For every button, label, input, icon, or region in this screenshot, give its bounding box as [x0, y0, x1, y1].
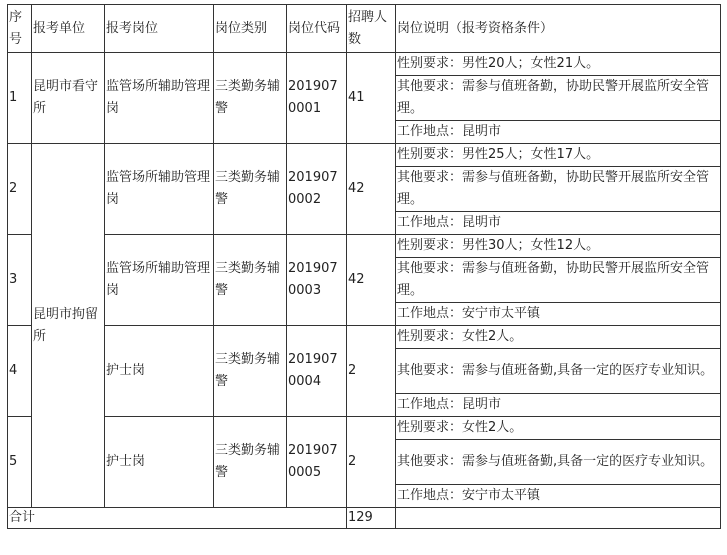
row-location: 工作地点：安宁市太平镇 [396, 485, 721, 508]
row-location: 工作地点：昆明市 [396, 121, 721, 144]
row-other: 其他要求：需参与值班备勤，协助民警开展监所安全管理。 [396, 76, 721, 121]
row-code: 2019070003 [287, 235, 347, 326]
row-unit: 昆明市看守所 [32, 53, 105, 144]
recruitment-table-container [7, 4, 721, 529]
row-count: 2 [347, 326, 396, 417]
row-post: 护士岗 [105, 326, 214, 417]
row-category: 三类勤务辅警 [214, 53, 287, 144]
total-count: 129 [347, 508, 396, 529]
table-row [8, 417, 721, 440]
recruitment-table [7, 4, 721, 529]
header-row [8, 5, 721, 53]
row-no: 4 [8, 326, 32, 417]
row-category: 三类勤务辅警 [214, 235, 287, 326]
row-post: 监管场所辅助管理岗 [105, 144, 214, 235]
row-post: 护士岗 [105, 417, 214, 508]
row-no: 3 [8, 235, 32, 326]
table-row [8, 326, 721, 349]
merged-unit: 昆明市拘留所 [32, 144, 105, 508]
row-other: 其他要求：需参与值班备勤,具备一定的医疗专业知识。 [396, 440, 721, 485]
row-other: 其他要求：需参与值班备勤，协助民警开展监所安全管理。 [396, 167, 721, 212]
row-count: 42 [347, 144, 396, 235]
header-unit: 报考单位 [32, 5, 105, 53]
total-row [8, 508, 721, 529]
table-row [8, 53, 721, 76]
row-post: 监管场所辅助管理岗 [105, 53, 214, 144]
row-count: 41 [347, 53, 396, 144]
row-gender: 性别要求：男性30人；女性12人。 [396, 235, 721, 258]
row-category: 三类勤务辅警 [214, 417, 287, 508]
row-gender: 性别要求：男性20人；女性21人。 [396, 53, 721, 76]
table-row [8, 235, 721, 258]
row-location: 工作地点：安宁市太平镇 [396, 303, 721, 326]
total-label: 合计 [8, 508, 347, 529]
row-gender: 性别要求：女性2人。 [396, 326, 721, 349]
row-no: 5 [8, 417, 32, 508]
total-desc-empty [396, 508, 721, 529]
row-location: 工作地点：昆明市 [396, 212, 721, 235]
header-count: 招聘人数 [347, 5, 396, 53]
row-code: 2019070005 [287, 417, 347, 508]
row-post: 监管场所辅助管理岗 [105, 235, 214, 326]
row-no: 1 [8, 53, 32, 144]
header-post: 报考岗位 [105, 5, 214, 53]
row-category: 三类勤务辅警 [214, 326, 287, 417]
row-code: 2019070002 [287, 144, 347, 235]
row-other: 其他要求：需参与值班备勤,具备一定的医疗专业知识。 [396, 349, 721, 394]
header-desc: 岗位说明（报考资格条件） [396, 5, 721, 53]
header-code: 岗位代码 [287, 5, 347, 53]
row-gender: 性别要求：女性2人。 [396, 417, 721, 440]
row-category: 三类勤务辅警 [214, 144, 287, 235]
row-gender: 性别要求：男性25人；女性17人。 [396, 144, 721, 167]
table-row [8, 144, 721, 167]
header-category: 岗位类别 [214, 5, 287, 53]
row-location: 工作地点：昆明市 [396, 394, 721, 417]
row-code: 2019070001 [287, 53, 347, 144]
row-no: 2 [8, 144, 32, 235]
row-count: 2 [347, 417, 396, 508]
row-other: 其他要求：需参与值班备勤，协助民警开展监所安全管理。 [396, 258, 721, 303]
row-count: 42 [347, 235, 396, 326]
header-no: 序号 [8, 5, 32, 53]
row-code: 2019070004 [287, 326, 347, 417]
